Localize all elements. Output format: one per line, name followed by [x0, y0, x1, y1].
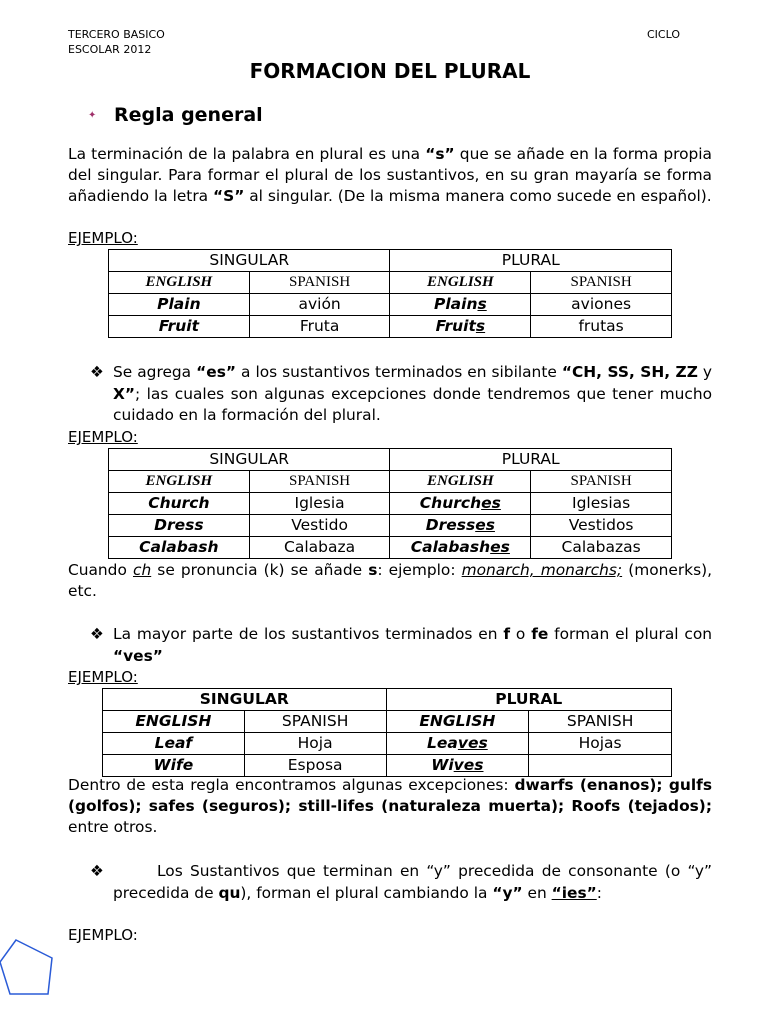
ejemplo-label-2: EJEMPLO: [68, 428, 138, 446]
header-plural: PLURAL [386, 689, 672, 711]
header-singular: SINGULAR [109, 449, 390, 471]
table-row: Wife Esposa Wives [103, 755, 672, 777]
col-english: ENGLISH [109, 272, 250, 294]
header-singular: SINGULAR [103, 689, 387, 711]
col-english: ENGLISH [103, 711, 245, 733]
plural-table-1 [108, 249, 672, 338]
header-plural: PLURAL [390, 250, 672, 272]
col-english: ENGLISH [386, 711, 529, 733]
diamond-bullet-icon: ❖ [90, 625, 104, 643]
ejemplo-label-1: EJEMPLO: [68, 229, 138, 247]
diamond-bullet-icon: ❖ [90, 862, 104, 880]
header-singular: SINGULAR [109, 250, 390, 272]
table-row: Calabash Calabaza Calabashes Calabazas [109, 537, 672, 559]
diamond-bullet-icon: ❖ [90, 363, 104, 381]
exceptions-paragraph: Dentro de esta regla encontramos algunas excepciones: dwarfs (enanos); gulfs (golfos); safes (seguros); still-lifes (naturaleza muerta); Roofs (tejados); entre otros. [68, 776, 712, 836]
intro-paragraph: La terminación de la palabra en plural es una “s” que se añade en la forma propia del singular. Para formar el plural de los sustantivos, en su gran mayaría se forma añadiendo la letra “S” al singular. (De la misma manera como sucede en español). [68, 145, 712, 205]
plural-table-3 [102, 688, 672, 777]
table-row: Plain avión Plains aviones [109, 294, 672, 316]
table-row: Fruit Fruta Fruits frutas [109, 316, 672, 338]
col-spanish: SPANISH [529, 711, 672, 733]
table-row: Leaf Hoja Leaves Hojas [103, 733, 672, 755]
col-spanish: SPANISH [244, 711, 386, 733]
table-row: Dress Vestido Dresses Vestidos [109, 515, 672, 537]
page-title: FORMACION DEL PLURAL [249, 59, 531, 83]
header-year: ESCOLAR 2012 [68, 43, 152, 56]
header-plural: PLURAL [390, 449, 672, 471]
col-spanish: SPANISH [249, 471, 390, 493]
section-heading: Regla general [114, 104, 263, 126]
col-english: ENGLISH [109, 471, 250, 493]
plural-table-2 [108, 448, 672, 559]
col-english: ENGLISH [390, 272, 531, 294]
col-english: ENGLISH [390, 471, 531, 493]
table-row: Church Iglesia Churches Iglesias [109, 493, 672, 515]
header-course: TERCERO BASICO [68, 28, 165, 41]
col-spanish: SPANISH [531, 471, 672, 493]
header-ciclo: CICLO [647, 28, 680, 41]
ch-note-paragraph: Cuando ch se pronuncia (k) se añade s: ejemplo: monarch, monarchs; (monerks), etc. [68, 561, 713, 600]
col-spanish: SPANISH [249, 272, 390, 294]
ejemplo-label-4: EJEMPLO: [68, 926, 138, 944]
col-spanish: SPANISH [531, 272, 672, 294]
pentagon-outline-icon [0, 938, 64, 1000]
rule-ies-bullet: ❖ Los Sustantivos que terminan en “y” precedida de consonante (o “y” precedida de qu), forman el plural cambiando la “y” en “ies”: [90, 862, 712, 902]
rule-es-bullet: ❖ Se agrega “es” a los sustantivos terminados en sibilante “CH, SS, SH, ZZ y X”; las cuales son algunas excepciones donde tendremos que tener mucho cuidado en la formación del plural. [90, 363, 712, 424]
rule-ves-bullet: ❖ La mayor parte de los sustantivos terminados en f o fe forman el plural con “ves” [90, 625, 713, 665]
star-bullet-icon: ✦ [88, 110, 97, 121]
ejemplo-label-3: EJEMPLO: [68, 668, 138, 686]
